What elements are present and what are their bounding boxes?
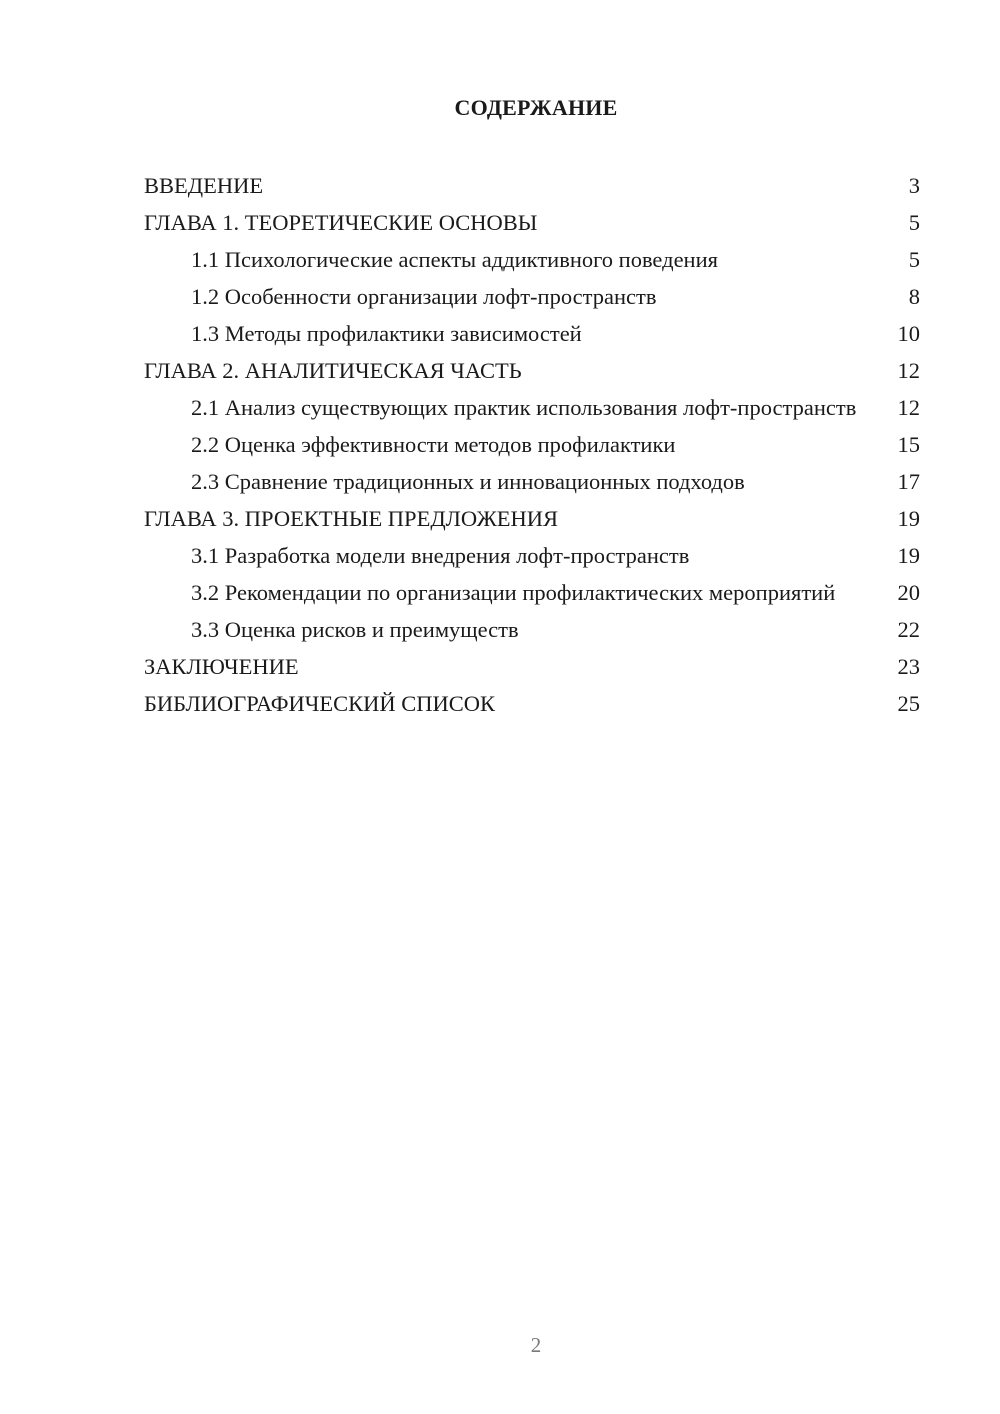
- toc-entry-section-1-3: [144, 316, 920, 353]
- toc-entry-title: ГЛАВА 2. АНАЛИТИЧЕСКАЯ ЧАСТЬ: [144, 358, 522, 383]
- page-title: СОДЕРЖАНИЕ: [454, 95, 618, 120]
- toc-entry-section-2-2: [144, 427, 920, 464]
- toc-entry-title: БИБЛИОГРАФИЧЕСКИЙ СПИСОК: [144, 691, 496, 716]
- table-of-contents: [144, 168, 920, 723]
- toc-entry-page: 3: [908, 173, 920, 198]
- toc-entry-conclusion: [144, 649, 920, 686]
- toc-entry-page: 12: [897, 395, 920, 420]
- toc-entry-page: 5: [908, 210, 920, 235]
- toc-entry-page: 19: [897, 506, 920, 531]
- toc-entry-title: 3.1 Разработка модели внедрения лофт-пространств: [191, 543, 690, 568]
- toc-entry-title: 2.1 Анализ существующих практик использования лофт-пространств: [191, 395, 857, 420]
- toc-entry-page: 12: [897, 358, 920, 383]
- toc-entry-section-1-1: [144, 242, 920, 279]
- toc-entry-title: 2.3 Сравнение традиционных и инновационных подходов: [191, 469, 745, 494]
- toc-entry-title: 3.3 Оценка рисков и преимуществ: [191, 617, 519, 642]
- toc-entry-title: ЗАКЛЮЧЕНИЕ: [144, 654, 299, 679]
- toc-entry-section-2-3: [144, 464, 920, 501]
- toc-entry-title: 3.2 Рекомендации по организации профилактических мероприятий: [191, 580, 836, 605]
- toc-entry-page: 15: [897, 432, 920, 457]
- toc-entry-title: ВВЕДЕНИЕ: [144, 173, 264, 198]
- toc-entry-title: 1.1 Психологические аспекты аддиктивного поведения: [191, 247, 718, 272]
- toc-entry-page: 25: [897, 691, 920, 716]
- toc-entry-introduction: [144, 168, 920, 205]
- toc-entry-chapter-2: [144, 353, 920, 390]
- toc-entry-page: 8: [908, 284, 920, 309]
- toc-entry-title: 2.2 Оценка эффективности методов профилактики: [191, 432, 676, 457]
- toc-entry-page: 20: [897, 580, 920, 605]
- toc-entry-bibliography: [144, 686, 920, 723]
- toc-entry-section-2-1: [144, 390, 920, 427]
- toc-entry-page: 22: [897, 617, 920, 642]
- toc-entry-page: 19: [897, 543, 920, 568]
- toc-entry-section-3-3: [144, 612, 920, 649]
- toc-entry-section-3-1: [144, 538, 920, 575]
- toc-entry-section-1-2: [144, 279, 920, 316]
- toc-entry-page: 5: [908, 247, 920, 272]
- toc-entry-title: 1.3 Методы профилактики зависимостей: [191, 321, 582, 346]
- toc-entry-chapter-3: [144, 501, 920, 538]
- toc-entry-title: ГЛАВА 1. ТЕОРЕТИЧЕСКИЕ ОСНОВЫ: [144, 210, 538, 235]
- toc-entry-page: 17: [897, 469, 920, 494]
- toc-entry-title: ГЛАВА 3. ПРОЕКТНЫЕ ПРЕДЛОЖЕНИЯ: [144, 506, 559, 531]
- toc-entry-page: 10: [897, 321, 920, 346]
- toc-entry-page: 23: [897, 654, 920, 679]
- toc-entry-title: 1.2 Особенности организации лофт-пространств: [191, 284, 657, 309]
- toc-entry-chapter-1: [144, 205, 920, 242]
- page-number: 2: [530, 1333, 542, 1357]
- toc-entry-section-3-2: [144, 575, 920, 612]
